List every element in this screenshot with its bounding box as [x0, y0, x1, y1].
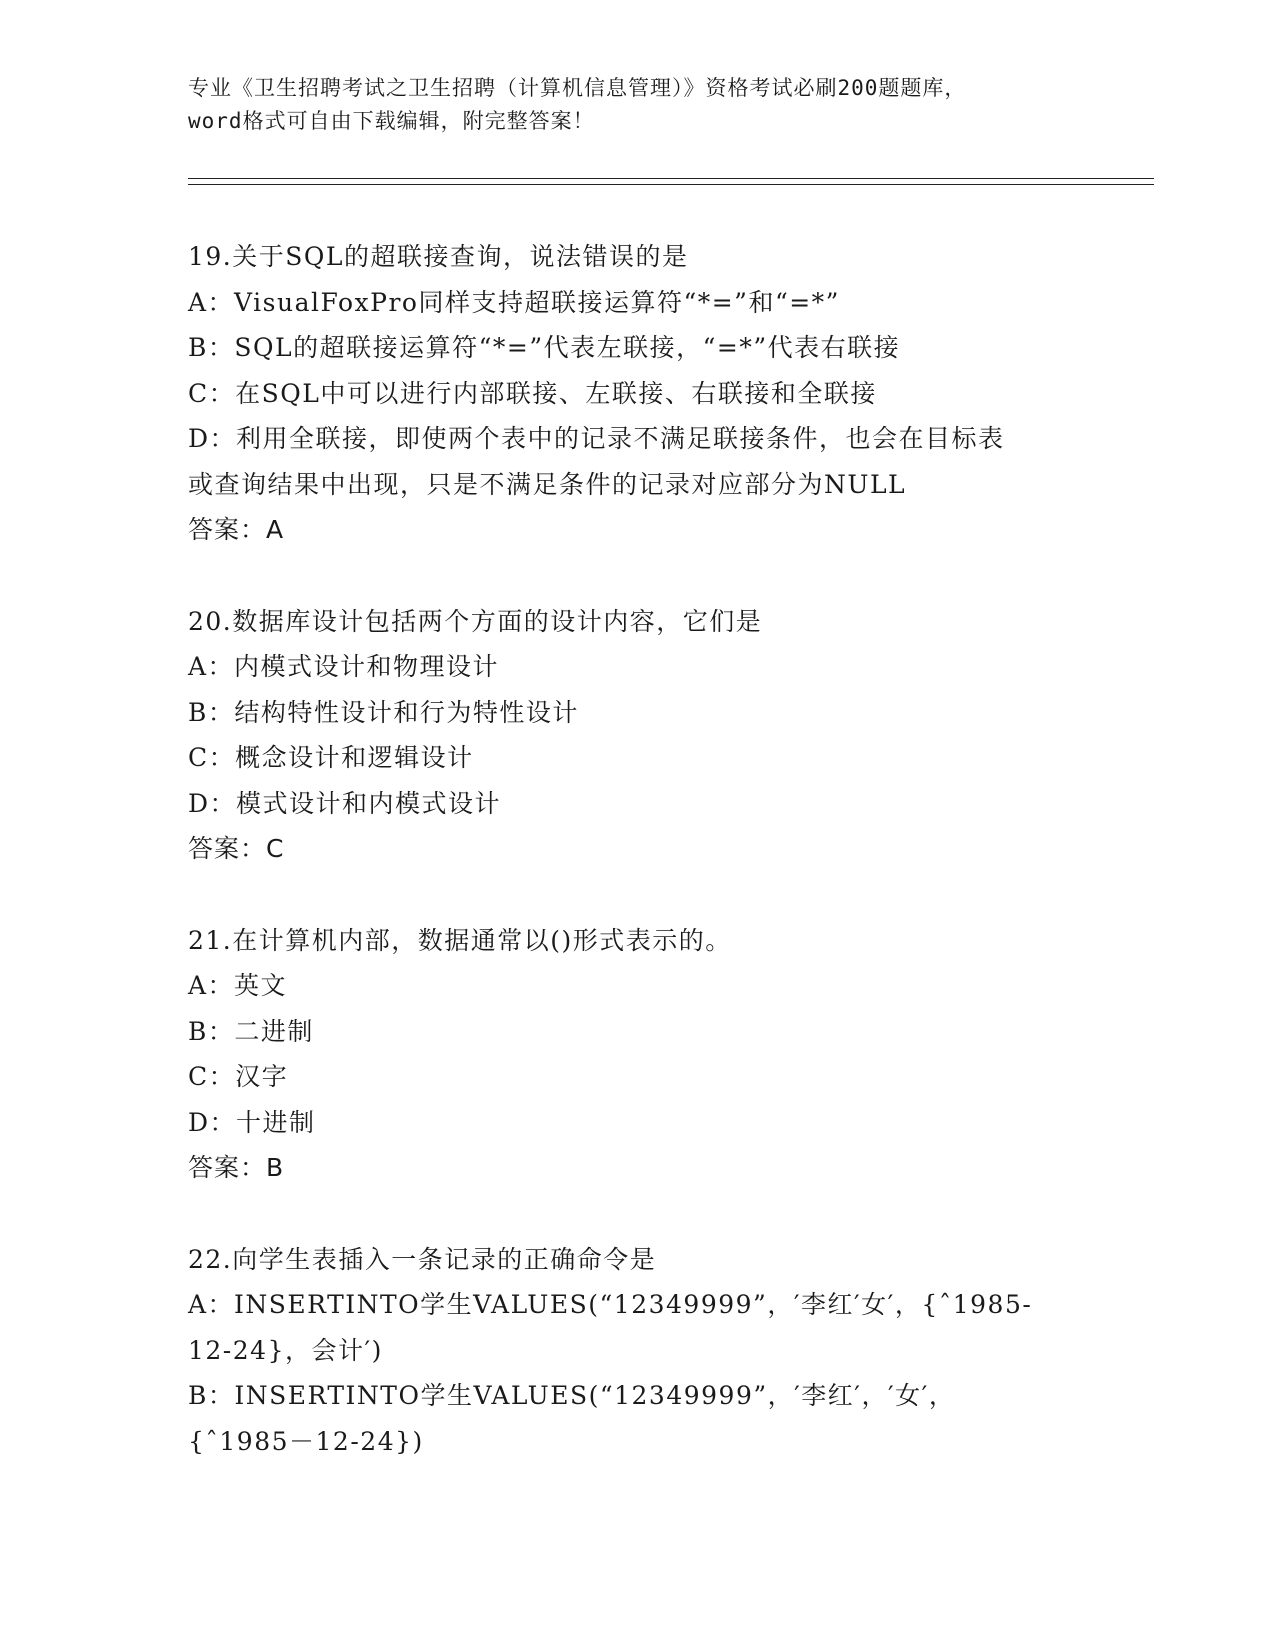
option-d: D：十进制: [188, 1107, 316, 1137]
option-a: A：英文: [188, 971, 288, 1000]
header-divider-top: [188, 178, 1154, 179]
question-stem: 21.在计算机内部，数据通常以()形式表示的。: [188, 925, 732, 955]
option-a: A：内模式设计和物理设计: [188, 652, 500, 681]
question-22: [188, 1237, 1108, 1465]
option-b: B：SQL的超联接运算符“*=”代表左联接，“=*”代表右联接: [188, 333, 901, 362]
option-a: A：VisualFoxPro同样支持超联接运算符“*=”和“=*”: [188, 287, 840, 317]
answer-line: 答案：C: [188, 834, 285, 863]
option-d: D：利用全联接，即使两个表中的记录不满足联接条件，也会在目标表: [188, 424, 1005, 453]
document-header: [188, 72, 1088, 138]
option-c: C：在SQL中可以进行内部联接、左联接、右联接和全联接: [188, 378, 877, 408]
option-b-continued: {ˆ1985－12-24}): [188, 1426, 424, 1456]
option-d: D：模式设计和内模式设计: [188, 788, 502, 818]
question-20: [188, 599, 1108, 872]
option-c: C：概念设计和逻辑设计: [188, 743, 474, 772]
option-b: B：二进制: [188, 1016, 314, 1046]
option-b: B：INSERTINTO学生VALUES(“12349999”，′李红′，′女′，: [188, 1381, 956, 1410]
question-list: [188, 234, 1108, 1510]
question-stem: 22.向学生表插入一条记录的正确命令是: [188, 1244, 657, 1274]
option-d-continued: 或查询结果中出现，只是不满足条件的记录对应部分为NULL: [188, 469, 907, 499]
header-title-line-2: word格式可自由下载编辑，附完整答案！: [188, 109, 595, 133]
header-title-line-1: 专业《卫生招聘考试之卫生招聘（计算机信息管理）》资格考试必刷200题题库，: [188, 76, 967, 100]
question-stem: 19.关于SQL的超联接查询，说法错误的是: [188, 242, 689, 271]
header-divider-bottom: [188, 184, 1154, 185]
option-a-continued: 12-24}，会计′): [188, 1335, 383, 1365]
question-19: [188, 234, 1108, 553]
option-b: B：结构特性设计和行为特性设计: [188, 697, 579, 727]
question-21: [188, 918, 1108, 1191]
answer-line: 答案：A: [188, 515, 285, 544]
option-a: A：INSERTINTO学生VALUES(“12349999”，′李红′女′，{ˆ1985-: [188, 1290, 1033, 1319]
answer-line: 答案：B: [188, 1153, 285, 1182]
option-c: C：汉字: [188, 1062, 289, 1091]
question-stem: 20.数据库设计包括两个方面的设计内容，它们是: [188, 606, 763, 636]
